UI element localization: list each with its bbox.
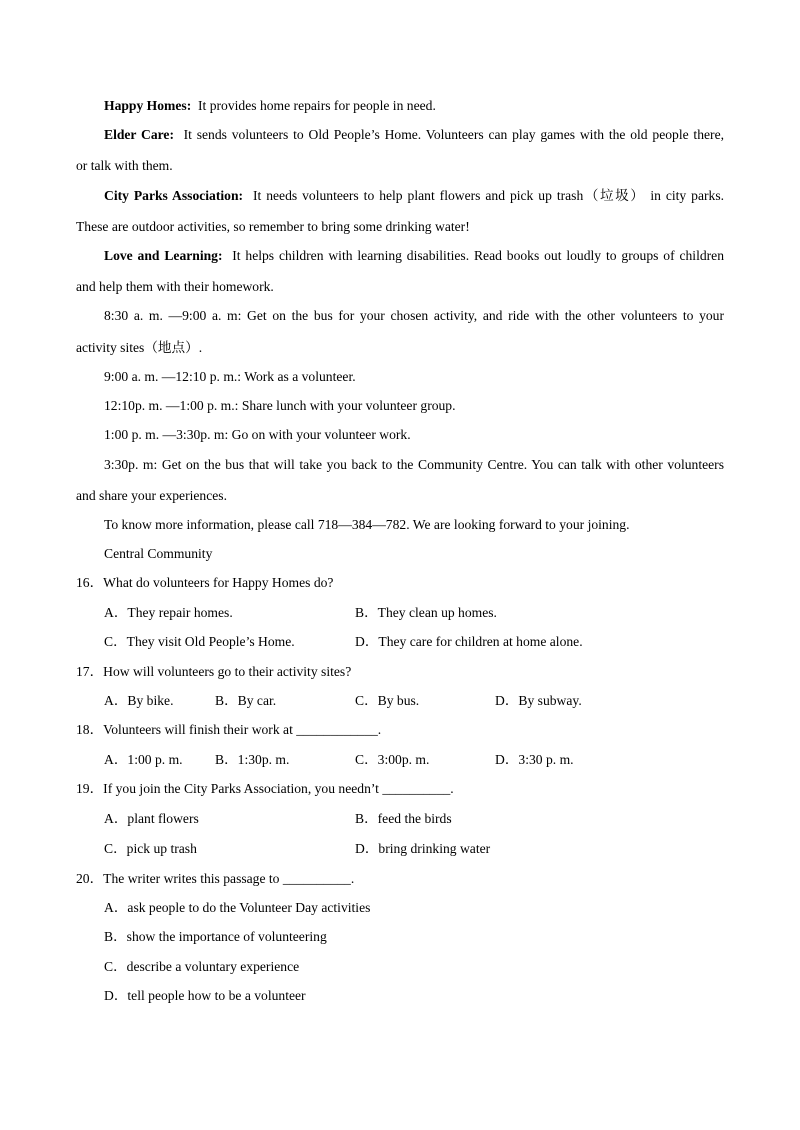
question-17-option-d[interactable]: D．By subway. <box>495 693 582 708</box>
paragraph-city-parks <box>104 187 724 205</box>
text-love-learning-1: It helps children with learning disabilities. Read books out loudly to groups of children <box>232 248 724 263</box>
label-elder-care: Elder Care: <box>104 127 174 142</box>
text-city-parks-1: It needs volunteers to help plant flowers and pick up trash（垃圾） in city parks. <box>252 188 725 203</box>
question-16-option-b[interactable]: B．They clean up homes. <box>355 605 497 620</box>
question-18-option-c[interactable]: C．3:00p. m. <box>355 752 430 767</box>
question-17-option-a[interactable]: A．By bike. <box>104 693 174 708</box>
question-18-option-d[interactable]: D．3:30 p. m. <box>495 752 574 767</box>
question-19-stem: 19．If you join the City Parks Association, you needn’t __________. <box>76 781 454 796</box>
question-18-stem: 18．Volunteers will finish their work at ____________. <box>76 722 382 737</box>
contact-line: To know more information, please call 718—384—782. We are looking forward to your joining. <box>104 517 630 532</box>
schedule-item-5-line1: 3:30p. m: Get on the bus that will take you back to the Community Centre. You can talk with other volunteers <box>104 457 724 472</box>
question-17-option-b[interactable]: B．By car. <box>215 693 277 708</box>
label-happy-homes: Happy Homes: <box>104 98 192 113</box>
question-20-option-c[interactable]: C．describe a voluntary experience <box>104 959 300 974</box>
paragraph-happy-homes <box>104 97 724 115</box>
question-17-stem: 17．How will volunteers go to their activity sites? <box>76 664 352 679</box>
question-16-stem: 16．What do volunteers for Happy Homes do? <box>76 575 334 590</box>
text-love-learning-2: and help them with their homework. <box>76 279 274 294</box>
question-17-option-c[interactable]: C．By bus. <box>355 693 420 708</box>
schedule-item-2: 9:00 a. m. —12:10 p. m.: Work as a volunteer. <box>104 369 356 384</box>
schedule-item-1-line2: activity sites（地点）. <box>76 340 203 355</box>
question-19-option-a[interactable]: A．plant flowers <box>104 811 199 826</box>
paragraph-elder-care <box>104 126 724 144</box>
question-18-option-b[interactable]: B．1:30p. m. <box>215 752 290 767</box>
question-19-option-d[interactable]: D．bring drinking water <box>355 841 491 856</box>
question-16-option-a[interactable]: A．They repair homes. <box>104 605 233 620</box>
question-16-option-d[interactable]: D．They care for children at home alone. <box>355 634 583 649</box>
label-city-parks: City Parks Association: <box>104 188 244 203</box>
schedule-item-5-line2: and share your experiences. <box>76 488 227 503</box>
text-elder-care-2: or talk with them. <box>76 158 173 173</box>
question-20-option-d[interactable]: D．tell people how to be a volunteer <box>104 988 306 1003</box>
question-20-option-b[interactable]: B．show the importance of volunteering <box>104 929 327 944</box>
question-20-option-a[interactable]: A．ask people to do the Volunteer Day activities <box>104 900 371 915</box>
paragraph-love-learning <box>104 247 724 265</box>
signature: Central Community <box>104 546 213 561</box>
text-happy-homes: It provides home repairs for people in need. <box>198 98 436 113</box>
question-16-option-c[interactable]: C．They visit Old People’s Home. <box>104 634 295 649</box>
text-elder-care-1: It sends volunteers to Old People’s Home. Volunteers can play games with the old people there, <box>183 127 725 142</box>
schedule-item-3: 12:10p. m. —1:00 p. m.: Share lunch with your volunteer group. <box>104 398 456 413</box>
question-19-option-c[interactable]: C．pick up trash <box>104 841 197 856</box>
label-love-learning: Love and Learning: <box>104 248 223 263</box>
question-18-option-a[interactable]: A．1:00 p. m. <box>104 752 183 767</box>
question-19-option-b[interactable]: B．feed the birds <box>355 811 452 826</box>
schedule-item-1-line1: 8:30 a. m. —9:00 a. m: Get on the bus for your chosen activity, and ride with the other volunteers to your <box>104 308 724 323</box>
question-20-stem: 20．The writer writes this passage to __________. <box>76 871 355 886</box>
text-city-parks-2: These are outdoor activities, so remember to bring some drinking water! <box>76 219 470 234</box>
schedule-item-4: 1:00 p. m. —3:30p. m: Go on with your volunteer work. <box>104 427 411 442</box>
